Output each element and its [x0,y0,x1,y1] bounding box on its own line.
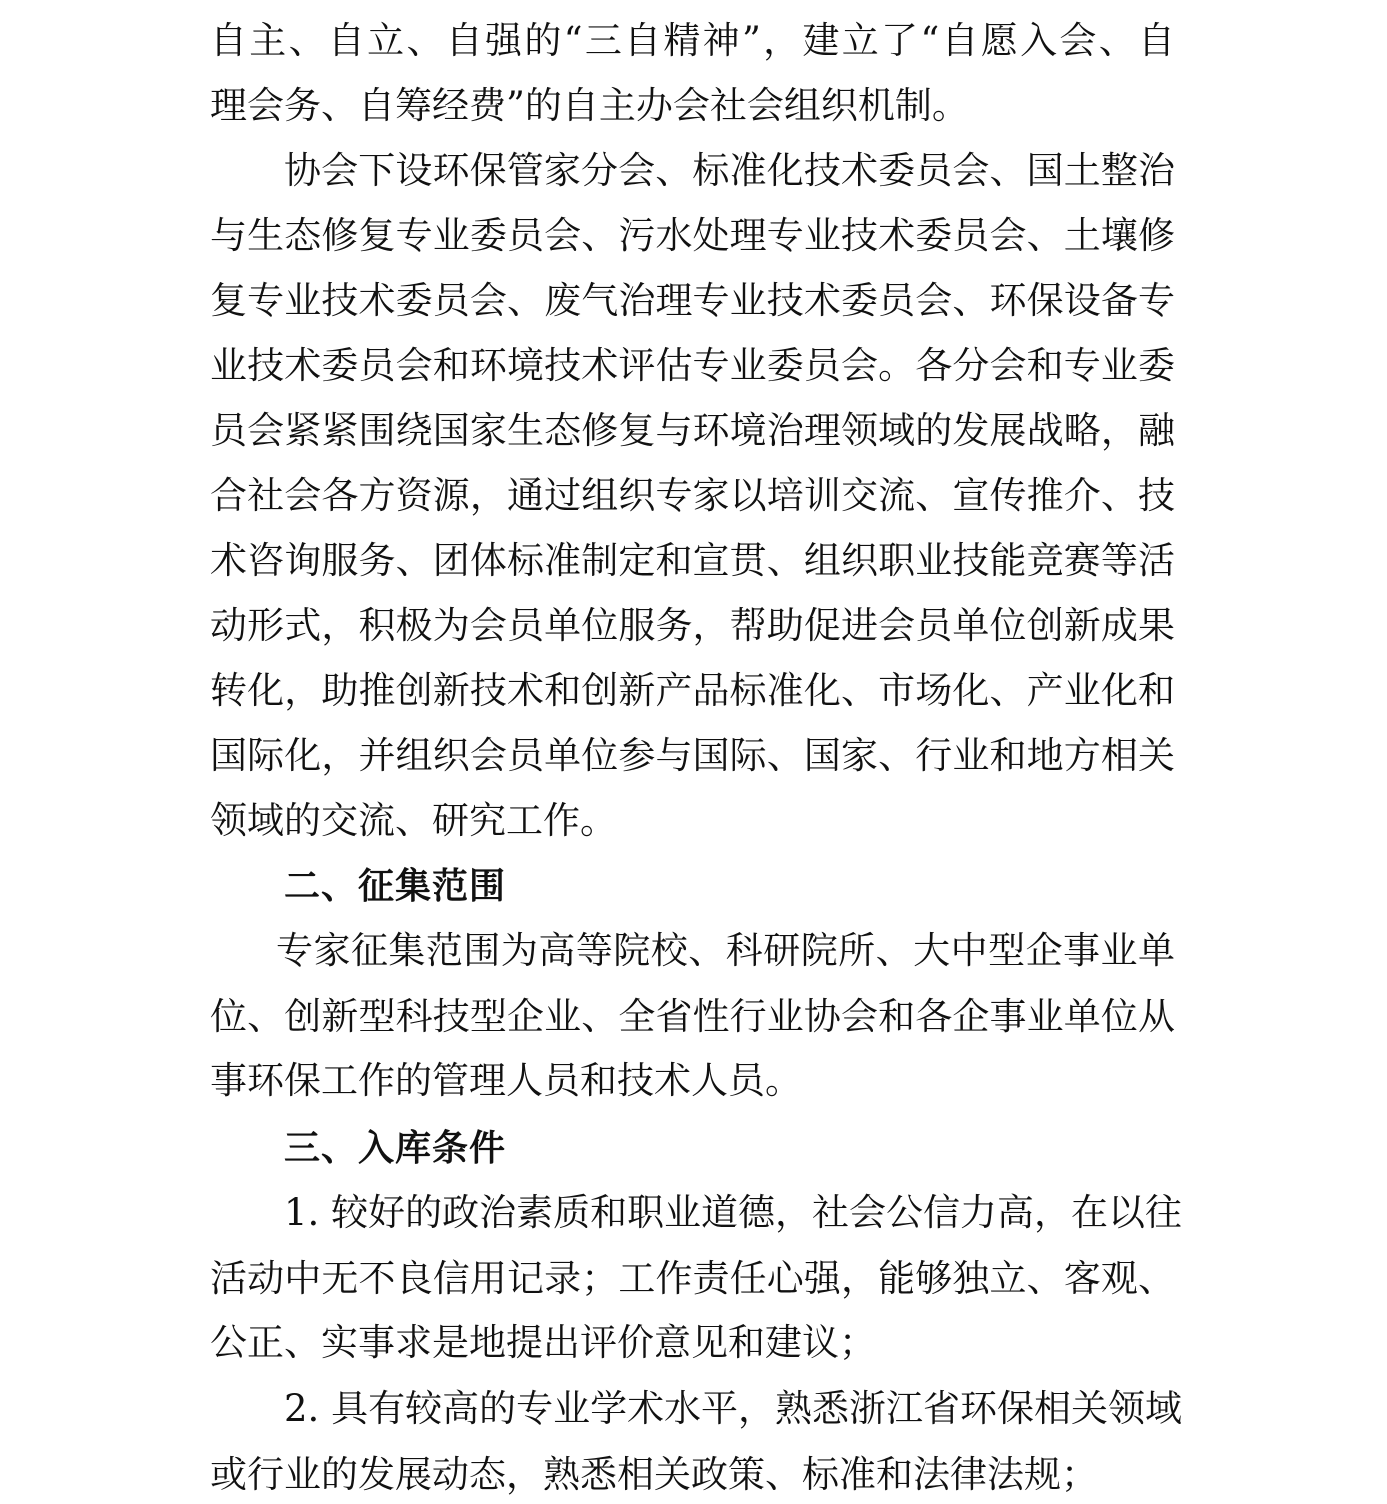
text-line: 复专业技术委员会、废气治理专业技术委员会、环保设备专 [210,279,1175,322]
text-line: 合社会各方资源，通过组织专家以培训交流、宣传推介、技 [210,474,1175,517]
text-line: 领域的交流、研究工作。 [210,799,617,842]
section-heading-scope: 二、征集范围 [284,866,507,907]
text-line: 员会紧紧围绕国家生态修复与环境治理领域的发展战略，融 [210,409,1175,452]
text-line: 与生态修复专业委员会、污水处理专业技术委员会、土壤修 [210,214,1175,257]
text-line: 术咨询服务、团体标准制定和宣贯、组织职业技能竞赛等活 [210,539,1175,582]
text-line: 事环保工作的管理人员和技术人员。 [210,1059,802,1102]
text-line: 动形式，积极为会员单位服务，帮助促进会员单位创新成果 [210,604,1175,647]
text-line: 公正、实事求是地提出评价意见和建议； [210,1321,876,1364]
text-line: 专家征集范围为高等院校、科研院所、大中型企事业单 [276,929,1175,972]
text-line: 2. 具有较高的专业学术水平，熟悉浙江省环保相关领域 [284,1387,1183,1430]
text-line: 活动中无不良信用记录；工作责任心强，能够独立、客观、 [210,1257,1175,1300]
text-line: 国际化，并组织会员单位参与国际、国家、行业和地方相关 [210,734,1175,777]
text-line: 理会务、自筹经费”的自主办会社会组织机制。 [210,84,969,127]
section-heading-criteria: 三、入库条件 [284,1128,507,1169]
text-line: 1. 较好的政治素质和职业道德，社会公信力高，在以往 [284,1191,1183,1234]
text-line: 业技术委员会和环境技术评估专业委员会。各分会和专业委 [210,344,1175,387]
text-line: 转化，助推创新技术和创新产品标准化、市场化、产业化和 [210,669,1175,712]
text-line: 或行业的发展动态，熟悉相关政策、标准和法律法规； [210,1453,1098,1496]
text-line: 自主、自立、自强的“三自精神”，建立了“自愿入会、自 [210,19,1175,62]
text-line: 协会下设环保管家分会、标准化技术委员会、国土整治 [284,149,1175,192]
text-line: 位、创新型科技型企业、全省性行业协会和各企事业单位从 [210,995,1175,1038]
